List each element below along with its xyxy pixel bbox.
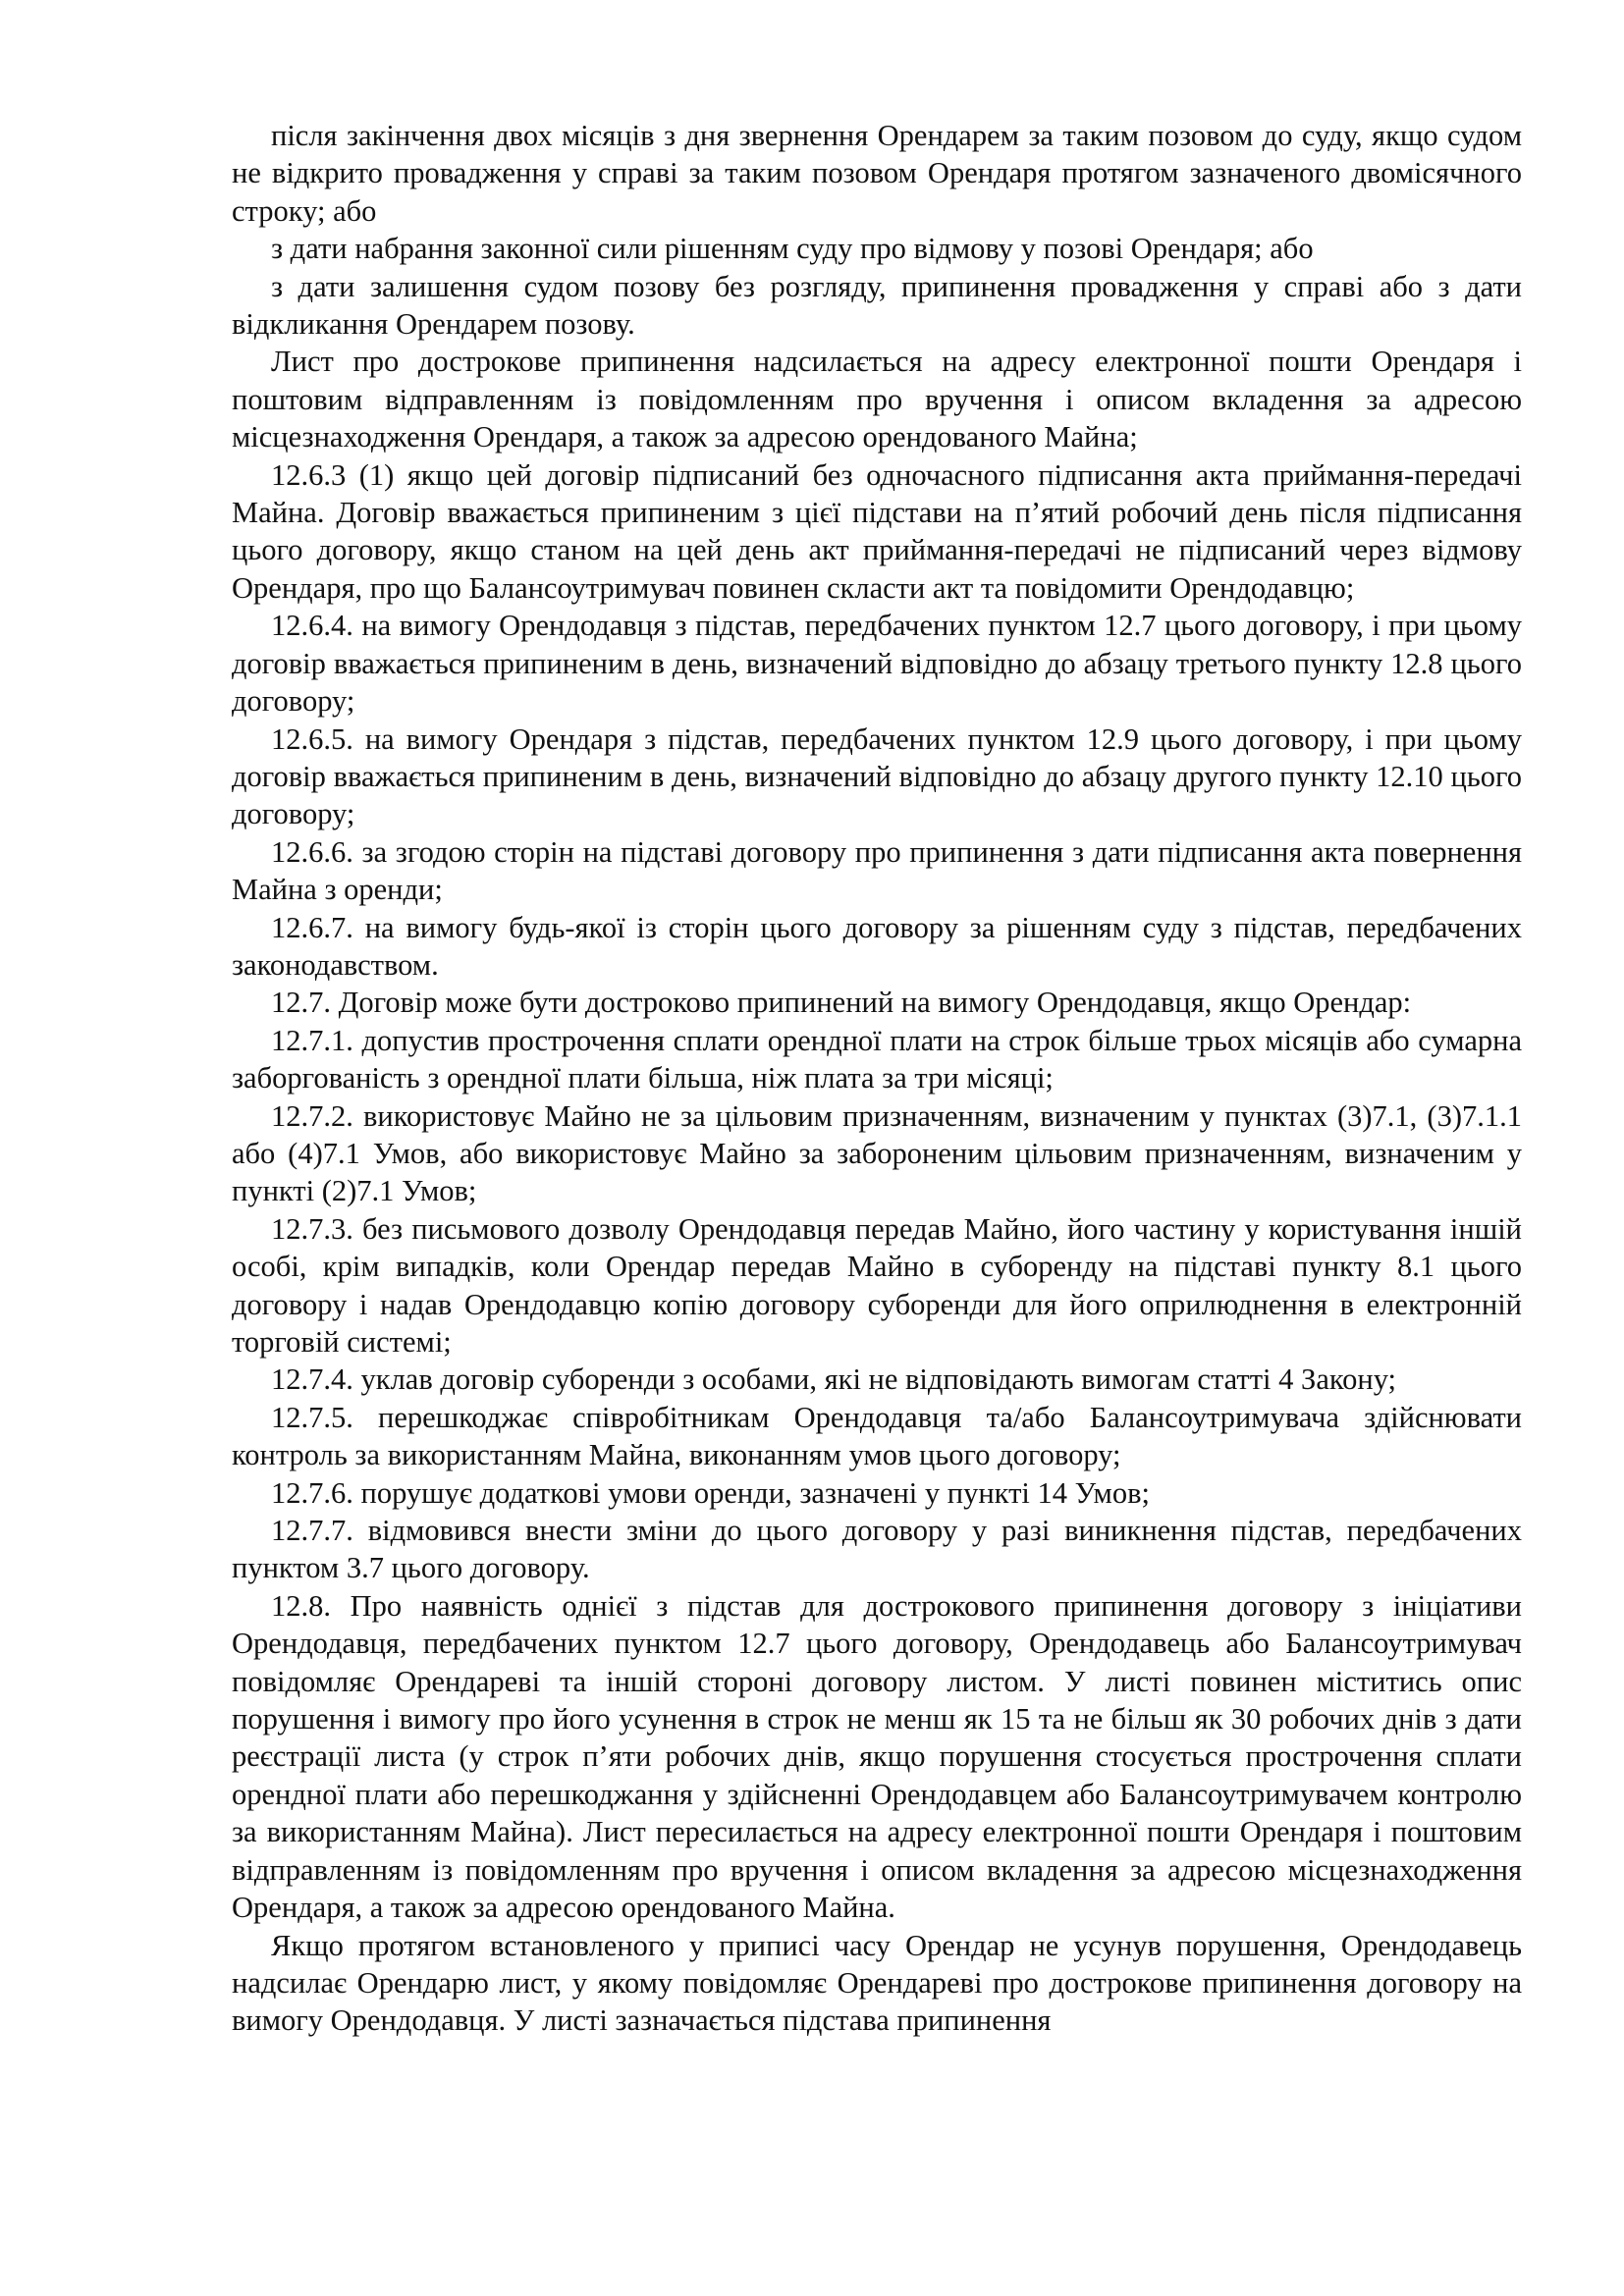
paragraph-12-6-7: 12.6.7. на вимогу будь-якої із сторін цього договору за рішенням суду з підстав, передбачених законодавством.	[232, 910, 1522, 982]
paragraph-12-7-2: 12.7.2. використовує Майно не за цільовим призначенням, визначеним у пунктах (3)7.1, (3)7.1.1 або (4)7.1 Умов, або використовує Майно за забороненим цільовим призначенням, визначеним у пункті (2)7.1 Умов;	[232, 1098, 1522, 1208]
paragraph-12-7-4: 12.7.4. уклав договір суборенди з особами, які не відповідають вимогам статті 4 Закону;	[271, 1362, 1397, 1397]
paragraph-12-7-7: 12.7.7. відмовився внести зміни до цього договору у разі виникнення підстав, передбачених пунктом 3.7 цього договору.	[232, 1514, 1522, 1585]
paragraph-12-7-3: 12.7.3. без письмового дозволу Орендодавця передав Майно, його частину у користування іншій особі, крім випадків, коли Орендар передав Майно в суборенду на підставі пункту 8.1 цього договору і надав Орендодавцю копію договору суборенди для його оприлюднення в електронній торговій системі;	[232, 1211, 1522, 1359]
paragraph-12-8-continued: Якщо протягом встановленого у приписі часу Орендар не усунув порушення, Орендодавець надсилає Орендарю лист, у якому повідомляє Орендареві про дострокове припинення договору на вимогу Орендодавця. У листі зазначається підстава припинення	[232, 1928, 1522, 2038]
paragraph-12-6-3: 12.6.3 (1) якщо цей договір підписаний без одночасного підписання акта приймання-передачі Майна. Договір вважається припиненим з цієї підстави на п’ятий робочий день після підписання цього договору, якщо станом на цей день акт приймання-передачі не підписаний через відмову Орендаря, про що Балансоутримувач повинен скласти акт та повідомити Орендодавцю;	[232, 457, 1522, 605]
paragraph-12-6-5: 12.6.5. на вимогу Орендаря з підстав, передбачених пунктом 12.9 цього договору, і при цьому договір вважається припиненим в день, визначений відповідно до абзацу другого пункту 12.10 цього договору;	[232, 721, 1522, 831]
paragraph-12-8: 12.8. Про наявність однієї з підстав для дострокового припинення договору з ініціативи Орендодавця, передбачених пунктом 12.7 цього договору, Орендодавець або Балансоутримувач повідомляє Орендареві та іншій стороні договору листом. У листі повинен міститись опис порушення і вимогу про його усунення в строк не менш як 15 та не більш як 30 робочих днів з дати реєстрації листа (у строк п’яти робочих днів, якщо порушення стосується прострочення сплати орендної плати або перешкоджання у здійсненні Орендодавцем або Балансоутримувачем контролю за використанням Майна). Лист пересилається на адресу електронної пошти Орендаря і поштовим відправленням із повідомленням про вручення і описом вкладення за адресою місцезнаходження Орендаря, а також за адресою орендованого Майна.	[232, 1588, 1522, 1925]
paragraph-12-6-4: 12.6.4. на вимогу Орендодавця з підстав, передбачених пунктом 12.7 цього договору, і при цьому договір вважається припиненим в день, визначений відповідно до абзацу третього пункту 12.8 цього договору;	[232, 609, 1522, 719]
paragraph-12-6-6: 12.6.6. за згодою сторін на підставі договору про припинення з дати підписання акта повернення Майна з оренди;	[232, 834, 1522, 907]
paragraph-12-7-5: 12.7.5. перешкоджає співробітникам Орендодавця та/або Балансоутримувача здійснювати контроль за використанням Майна, виконанням умов цього договору;	[232, 1400, 1522, 1472]
paragraph-12-7: 12.7. Договір може бути достроково припинений на вимогу Орендодавця, якщо Орендар:	[271, 986, 1412, 1020]
paragraph-1: після закінчення двох місяців з дня звернення Орендарем за таким позовом до суду, якщо судом не відкрито провадження у справі за таким позовом Орендаря протягом зазначеного двомісячного строку; або	[232, 119, 1522, 228]
paragraph-2: з дати набрання законної сили рішенням суду про відмову у позові Орендаря; або	[271, 232, 1314, 266]
document-page	[232, 117, 1522, 2040]
paragraph-12-7-1: 12.7.1. допустив прострочення сплати орендної плати на строк більше трьох місяців або сумарна заборгованість з орендної плати більша, ніж плата за три місяці;	[232, 1023, 1522, 1095]
paragraph-12-7-6: 12.7.6. порушує додаткові умови оренди, зазначені у пункті 14 Умов;	[271, 1475, 1150, 1510]
paragraph-4: Лист про дострокове припинення надсилається на адресу електронної пошти Орендаря і поштовим відправленням із повідомленням про вручення і описом вкладення за адресою місцезнаходження Орендаря, а також за адресою орендованого Майна;	[232, 345, 1522, 454]
paragraph-3: з дати залишення судом позову без розгляду, припинення провадження у справі або з дати відкликання Орендарем позову.	[232, 269, 1522, 342]
